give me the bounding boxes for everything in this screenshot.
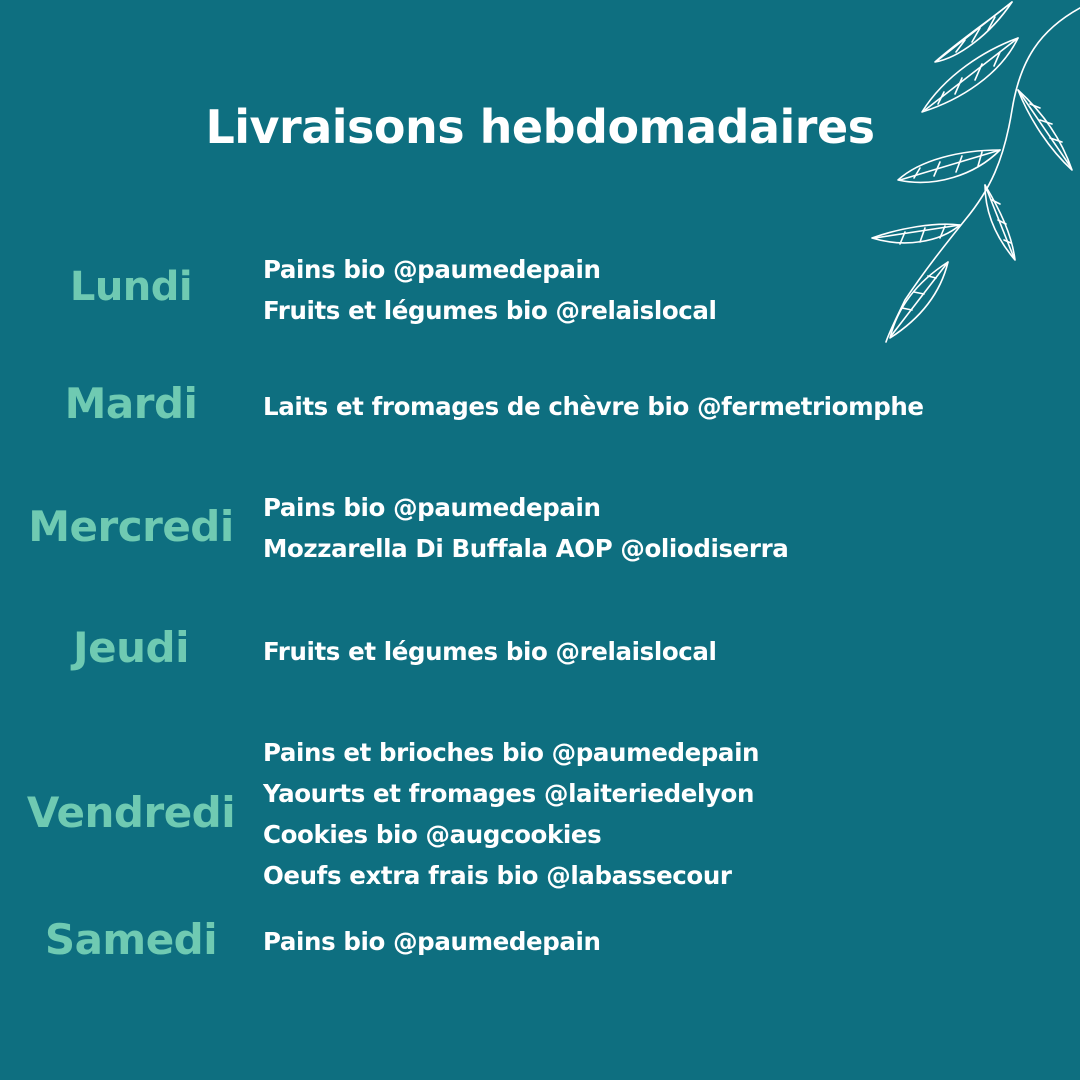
delivery-item: Yaourts et fromages @laiteriedelyon [263, 779, 755, 808]
delivery-item: Pains bio @paumedepain [263, 493, 601, 522]
delivery-item: Pains bio @paumedepain [263, 927, 601, 956]
day-label-jeudi: Jeudi [73, 623, 189, 672]
delivery-list-samedi [263, 921, 601, 962]
leaf-branch-icon [860, 0, 1080, 350]
delivery-list-mercredi [263, 487, 788, 569]
delivery-item: Laits et fromages de chèvre bio @fermetriomphe [263, 392, 924, 421]
day-label-vendredi: Vendredi [26, 788, 236, 837]
delivery-list-vendredi [263, 732, 759, 896]
delivery-list-jeudi [263, 631, 717, 672]
day-label-mercredi: Mercredi [28, 502, 234, 551]
delivery-item: Pains bio @paumedepain [263, 255, 601, 284]
page-title: Livraisons hebdomadaires [205, 100, 875, 154]
day-label-samedi: Samedi [44, 915, 218, 964]
day-label-lundi: Lundi [69, 264, 193, 310]
delivery-item: Pains et brioches bio @paumedepain [263, 738, 760, 767]
day-label-mardi: Mardi [64, 379, 198, 428]
delivery-item: Mozzarella Di Buffala AOP @oliodiserra [263, 534, 789, 563]
delivery-item: Fruits et légumes bio @relaislocal [263, 637, 717, 666]
delivery-item: Cookies bio @augcookies [263, 820, 602, 849]
delivery-item: Fruits et légumes bio @relaislocal [263, 296, 717, 325]
delivery-list-mardi [263, 386, 924, 427]
delivery-item: Oeufs extra frais bio @labassecour [263, 861, 732, 890]
delivery-list-lundi [263, 249, 717, 331]
